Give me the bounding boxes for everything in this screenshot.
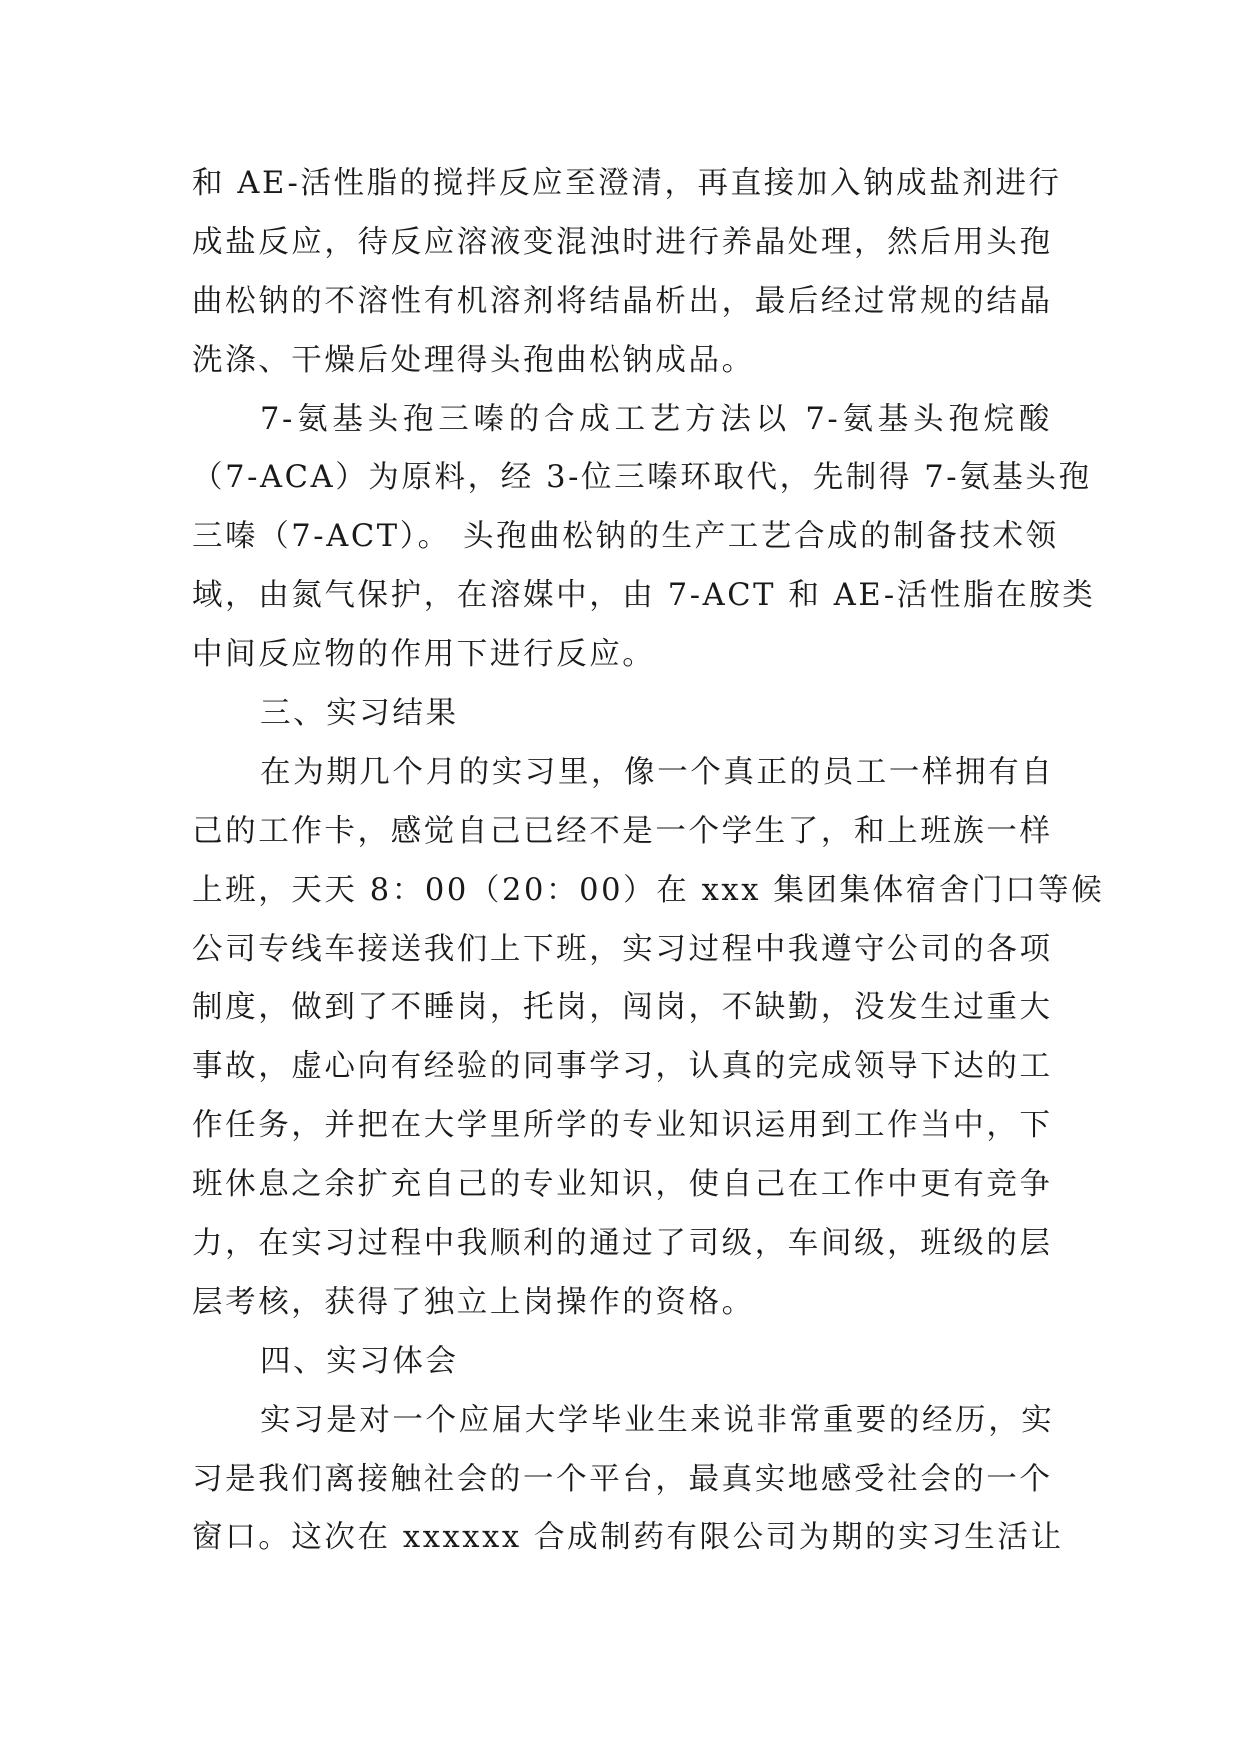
text-line: 己的工作卡，感觉自己已经不是一个学生了，和上班族一样 [192,813,1053,849]
text-line: 成盐反应，待反应溶液变混浊时进行养晶处理，然后用头孢 [192,224,1053,260]
text-line: 制度，做到了不睡岗，托岗，闯岗，不缺勤，没发生过重大 [192,990,1053,1026]
text-line: 域，由氮气保护，在溶媒中，由 7-ACT 和 AE-活性脂在胺类 [192,578,1096,614]
document-body [192,155,1105,1568]
section-heading: 三、实习结果 [260,696,459,732]
text-line: 洗涤、干燥后处理得头孢曲松钠成品。 [192,342,755,378]
text-line: 窗口。这次在 xxxxxx 合成制药有限公司为期的实习生活让 [192,1520,1064,1556]
section-heading: 四、实习体会 [260,1343,459,1379]
text-line: 事故，虚心向有经验的同事学习，认真的完成领导下达的工 [192,1049,1053,1085]
text-line: 层考核，获得了独立上岗操作的资格。 [192,1284,755,1320]
text-line: 三嗪（7-ACT）。 头孢曲松钠的生产工艺合成的制备技术领 [192,519,1059,555]
text-line: 中间反应物的作用下进行反应。 [192,637,656,673]
text-line: 实习是对一个应届大学毕业生来说非常重要的经历，实 [260,1402,1055,1438]
text-line: 作任务，并把在大学里所学的专业知识运用到工作当中，下 [192,1108,1053,1144]
text-line: 习是我们离接触社会的一个平台，最真实地感受社会的一个 [192,1461,1053,1497]
text-line: （7-ACA）为原料，经 3-位三嗪环取代，先制得 7-氨基头孢 [192,460,1092,496]
text-line: 在为期几个月的实习里，像一个真正的员工一样拥有自 [260,754,1055,790]
text-line: 班休息之余扩充自己的专业知识，使自己在工作中更有竞争 [192,1167,1053,1203]
text-line: 和 AE-活性脂的搅拌反应至澄清，再直接加入钠成盐剂进行 [192,166,1062,201]
text-line: 曲松钠的不溶性有机溶剂将结晶析出，最后经过常规的结晶 [192,283,1053,319]
text-line: 7-氨基头孢三嗪的合成工艺方法以 7-氨基头孢烷酸 [260,401,1052,437]
text-line: 力，在实习过程中我顺利的通过了司级，车间级，班级的层 [192,1226,1053,1262]
text-line: 公司专线车接送我们上下班，实习过程中我遵守公司的各项 [192,931,1053,967]
text-line: 上班，天天 8：00（20：00）在 xxx 集团集体宿舍门口等候 [192,872,1105,908]
